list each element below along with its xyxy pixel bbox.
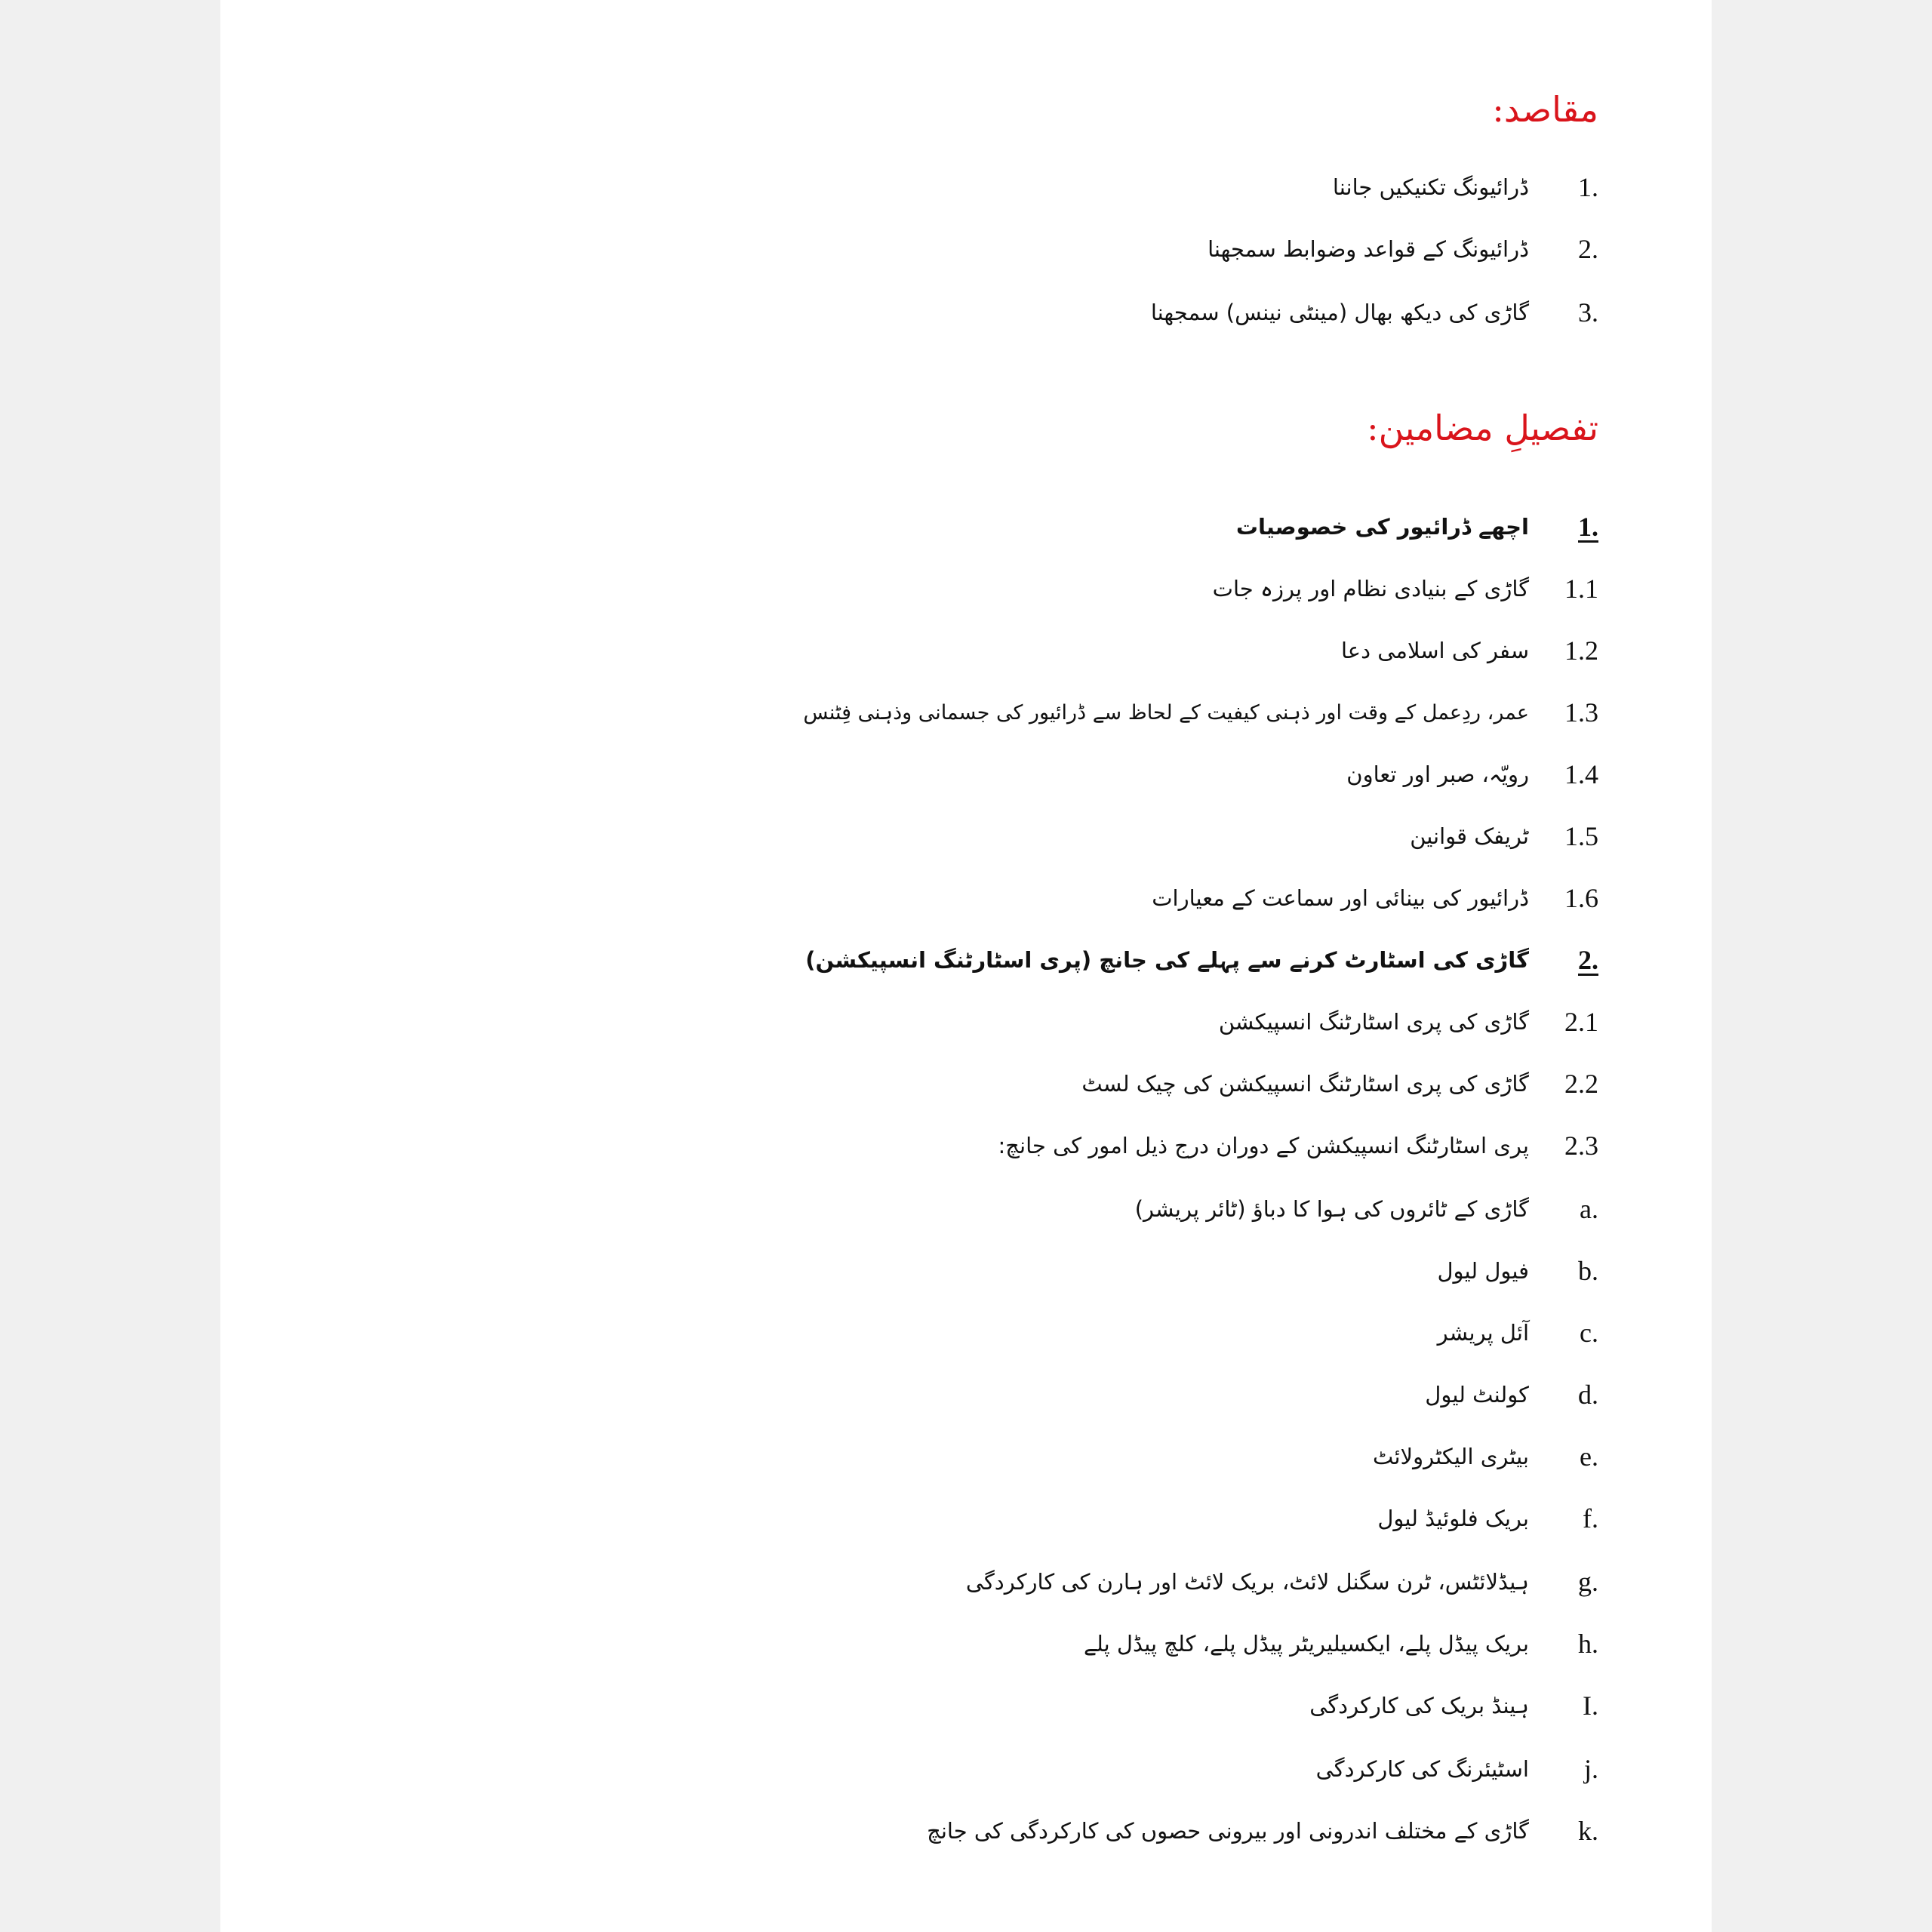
list-item: [1135, 1186, 1598, 1232]
objective-item: [1333, 165, 1598, 210]
list-item: [1438, 1310, 1598, 1355]
item-text: پری اسٹارٹنگ انسپیکشن کے دوران درج ذیل امور کی جانچ:: [998, 1133, 1529, 1158]
item-number: 1.5: [1564, 821, 1598, 851]
item-text: اسٹیئرنگ کی کارکردگی: [1315, 1756, 1529, 1782]
item-number: e.: [1580, 1441, 1598, 1472]
list-item: [1410, 814, 1598, 859]
list-item: [1373, 1434, 1598, 1479]
item-text: بریک فلوئیڈ لیول: [1377, 1506, 1529, 1531]
list-item: [1084, 1621, 1598, 1666]
list-item: [803, 690, 1598, 735]
item-text: بریک پیڈل پلے، ایکسیلیریٹر پیڈل پلے، کلچ پیڈل پلے: [1084, 1631, 1529, 1657]
item-number: j.: [1583, 1754, 1598, 1784]
item-text: رویّہ، صبر اور تعاون: [1346, 761, 1529, 787]
item-text: بیٹری الیکٹرولائٹ: [1373, 1444, 1529, 1469]
item-number: 2.3: [1564, 1131, 1598, 1161]
section-title: اچھے ڈرائیور کی خصوصیات: [1235, 514, 1529, 540]
objective-number: 2.: [1578, 234, 1598, 264]
objective-item: [1151, 290, 1598, 335]
objective-number: 1.: [1578, 172, 1598, 202]
section-title: گاڑی کی اسٹارٹ کرنے سے پہلے کی جانچ (پری اسٹارٹنگ انسپیکشن): [805, 947, 1529, 973]
item-number: c.: [1580, 1318, 1598, 1348]
item-number: 1.2: [1564, 635, 1598, 666]
item-text: گاڑی کے مختلف اندرونی اور بیرونی حصوں کی کارکردگی کی جانچ: [927, 1818, 1529, 1844]
list-item: [1377, 1496, 1598, 1541]
item-text: سفر کی اسلامی دعا: [1340, 638, 1529, 663]
list-item: [1081, 1061, 1598, 1106]
item-text: ڈرائیور کی بینائی اور سماعت کے معیارات: [1152, 885, 1529, 911]
item-text: گاڑی کے ٹائروں کی ہوا کا دباؤ (ٹائر پریشر): [1134, 1196, 1529, 1222]
item-text: گاڑی کی پری اسٹارٹنگ انسپیکشن کی چیک لسٹ: [1081, 1071, 1529, 1097]
objective-number: 3.: [1578, 297, 1598, 328]
list-item: [927, 1808, 1598, 1854]
document-page: [220, 0, 1712, 1932]
item-number: 1.1: [1564, 574, 1598, 604]
item-number: 1.4: [1564, 759, 1598, 789]
contents-heading: تفصیلِ مضامین:: [1367, 408, 1598, 448]
list-item: [966, 1559, 1598, 1604]
section-number: 2.: [1578, 945, 1598, 975]
list-item: [1425, 1372, 1598, 1417]
item-text: گاڑی کے بنیادی نظام اور پرزہ جات: [1212, 576, 1529, 601]
list-item: [1213, 566, 1598, 611]
section-heading: [1236, 504, 1598, 549]
item-number: I.: [1583, 1690, 1598, 1721]
list-item: [1152, 875, 1598, 921]
objective-item: [1208, 226, 1598, 272]
list-item: [1346, 752, 1598, 797]
item-text: فیول لیول: [1437, 1258, 1529, 1284]
section-heading: [805, 937, 1598, 983]
objective-text: ڈرائیونگ تکنیکیں جاننا: [1332, 174, 1529, 200]
list-item: [1309, 1683, 1598, 1728]
list-item: [1219, 999, 1598, 1044]
item-number: 2.1: [1564, 1007, 1598, 1037]
list-item: [998, 1123, 1598, 1168]
list-item: [1316, 1746, 1598, 1792]
item-text: ہینڈ بریک کی کارکردگی: [1309, 1693, 1529, 1718]
item-number: 2.2: [1564, 1069, 1598, 1099]
list-item: [1437, 1248, 1598, 1294]
item-number: h.: [1578, 1629, 1598, 1659]
item-number: d.: [1578, 1380, 1598, 1410]
item-number: b.: [1578, 1256, 1598, 1286]
objectives-heading: مقاصد:: [1492, 89, 1598, 130]
item-text: گاڑی کی پری اسٹارٹنگ انسپیکشن: [1218, 1009, 1529, 1035]
item-number: g.: [1578, 1567, 1598, 1597]
item-text: ٹریفک قوانین: [1410, 823, 1529, 849]
item-number: 1.3: [1564, 697, 1598, 728]
item-number: 1.6: [1564, 883, 1598, 913]
objective-text: گاڑی کی دیکھ بھال (مینٹی نینس) سمجھنا: [1150, 300, 1529, 325]
item-number: f.: [1583, 1503, 1598, 1534]
item-number: a.: [1580, 1194, 1598, 1224]
item-text: ہیڈلائٹس، ٹرن سگنل لائٹ، بریک لائٹ اور ہارن کی کارکردگی: [965, 1569, 1529, 1595]
item-text: عمر، ردِعمل کے وقت اور ذہنی کیفیت کے لحاظ سے ڈرائیور کی جسمانی وذہنی فِٹنس: [803, 700, 1529, 724]
section-number: 1.: [1578, 512, 1598, 542]
item-number: k.: [1578, 1816, 1598, 1846]
item-text: آئل پریشر: [1437, 1320, 1529, 1346]
objective-text: ڈرائیونگ کے قواعد وضوابط سمجھنا: [1208, 236, 1529, 262]
list-item: [1341, 628, 1598, 673]
item-text: کولنٹ لیول: [1425, 1382, 1529, 1407]
